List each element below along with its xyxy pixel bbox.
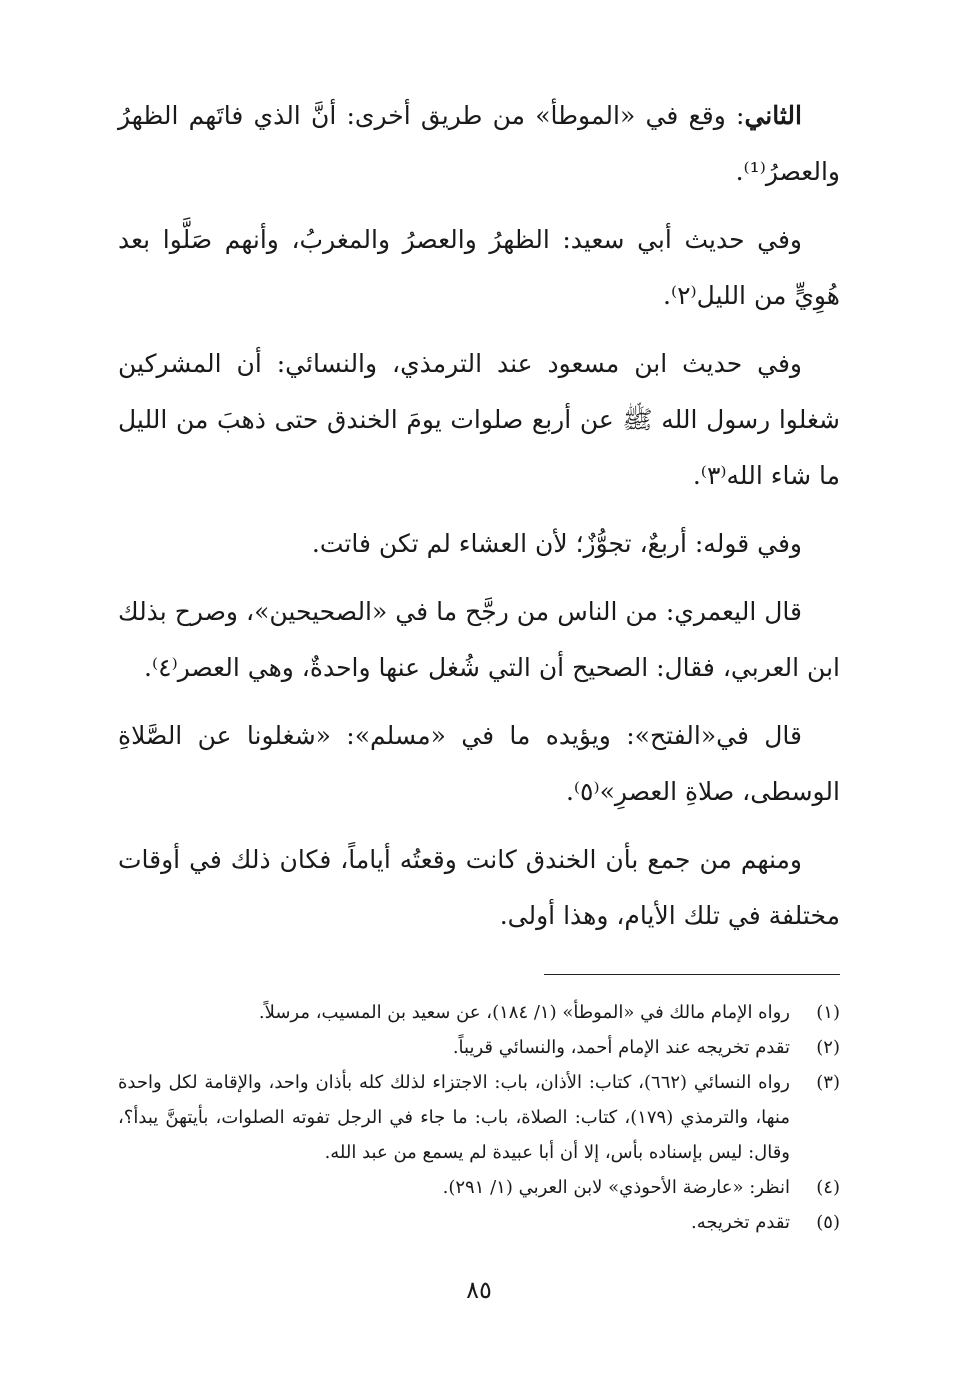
footnote-text: انظر: «عارضة الأحوذي» لابن العربي (١/ ٢٩١). <box>442 1177 790 1198</box>
footnote-number: (٣) <box>816 1072 840 1093</box>
footnote-number: (٥) <box>816 1212 840 1233</box>
paragraph-7 <box>118 832 840 944</box>
page-number: ٨٥ <box>466 1276 492 1304</box>
paragraph-lead: الثاني <box>744 101 802 130</box>
footnote-text: رواه النسائي (٦٦٢)، كتاب: الأذان، باب: الاجتزاء لذلك كله بأذان واحد، والإقامة لكل واحدة منها، والترمذي (١٧٩)، كتاب: الصلاة، باب: ما جاء في الرجل تفوته الصلوات، بأيتهنَّ يبدأ؟، وقال: ليس بإسناده بأس، إلا أن أبا عبيدة لم يسمع من عبد الله. <box>118 1072 790 1163</box>
footnote-text: تقدم تخريجه. <box>691 1212 790 1233</box>
footnote <box>118 1170 840 1205</box>
footnotes <box>118 995 840 1240</box>
footnote-divider <box>544 974 840 975</box>
footnote-number: (٤) <box>816 1177 840 1198</box>
footnote <box>118 1030 840 1065</box>
paragraph-text: ومنهم من جمع بأن الخندق كانت وقعتُه أياماً، فكان ذلك في أوقات مختلفة في تلك الأيام، وهذا أولى. <box>118 845 840 930</box>
paragraph-text: قال اليعمري: من الناس من رجَّح ما في «الصحيحين»، وصرح بذلك ابن العربي، فقال: الصحيح أن التي شُغل عنها واحدةٌ، وهي العصر⁽٤⁾. <box>118 597 840 682</box>
book-page <box>118 88 840 1318</box>
main-text <box>118 88 840 944</box>
footnote-number: (١) <box>816 1002 840 1023</box>
footnote-text: تقدم تخريجه عند الإمام أحمد، والنسائي قريباً. <box>452 1037 790 1058</box>
footnote <box>118 1205 840 1240</box>
paragraph-5 <box>118 584 840 696</box>
paragraph-text: وفي حديث ابن مسعود عند الترمذي، والنسائي: أن المشركين شغلوا رسول الله ﷺ عن أربع صلوات يومَ الخندق حتى ذهبَ من الليل ما شاء الله⁽٣⁾. <box>118 349 840 490</box>
footnote-number: (٢) <box>816 1037 840 1058</box>
paragraph-1 <box>118 88 840 200</box>
paragraph-2 <box>118 212 840 324</box>
paragraph-text: وفي حديث أبي سعيد: الظهرُ والعصرُ والمغربُ، وأنهم صَلَّوا بعد هُوِيٍّ من الليل⁽٢⁾. <box>118 225 840 310</box>
paragraph-4 <box>118 516 840 572</box>
paragraph-6 <box>118 708 840 820</box>
paragraph-3 <box>118 336 840 504</box>
paragraph-text: قال في«الفتح»: ويؤيده ما في «مسلم»: «شغلونا عن الصَّلاةِ الوسطى، صلاةِ العصرِ»⁽٥⁾. <box>118 721 840 806</box>
footnote <box>118 995 840 1030</box>
footnote-text: رواه الإمام مالك في «الموطأ» (١/ ١٨٤)، عن سعيد بن المسيب، مرسلاً. <box>258 1002 790 1023</box>
paragraph-text: وفي قوله: أربعٌ، تجوُّزٌ؛ لأن العشاء لم تكن فاتت. <box>311 529 802 558</box>
paragraph-text: : وقع في «الموطأ» من طريق أخرى: أنَّ الذي فاتَهم الظهرُ والعصرُ⁽¹⁾. <box>118 101 840 186</box>
footnote <box>118 1065 840 1170</box>
